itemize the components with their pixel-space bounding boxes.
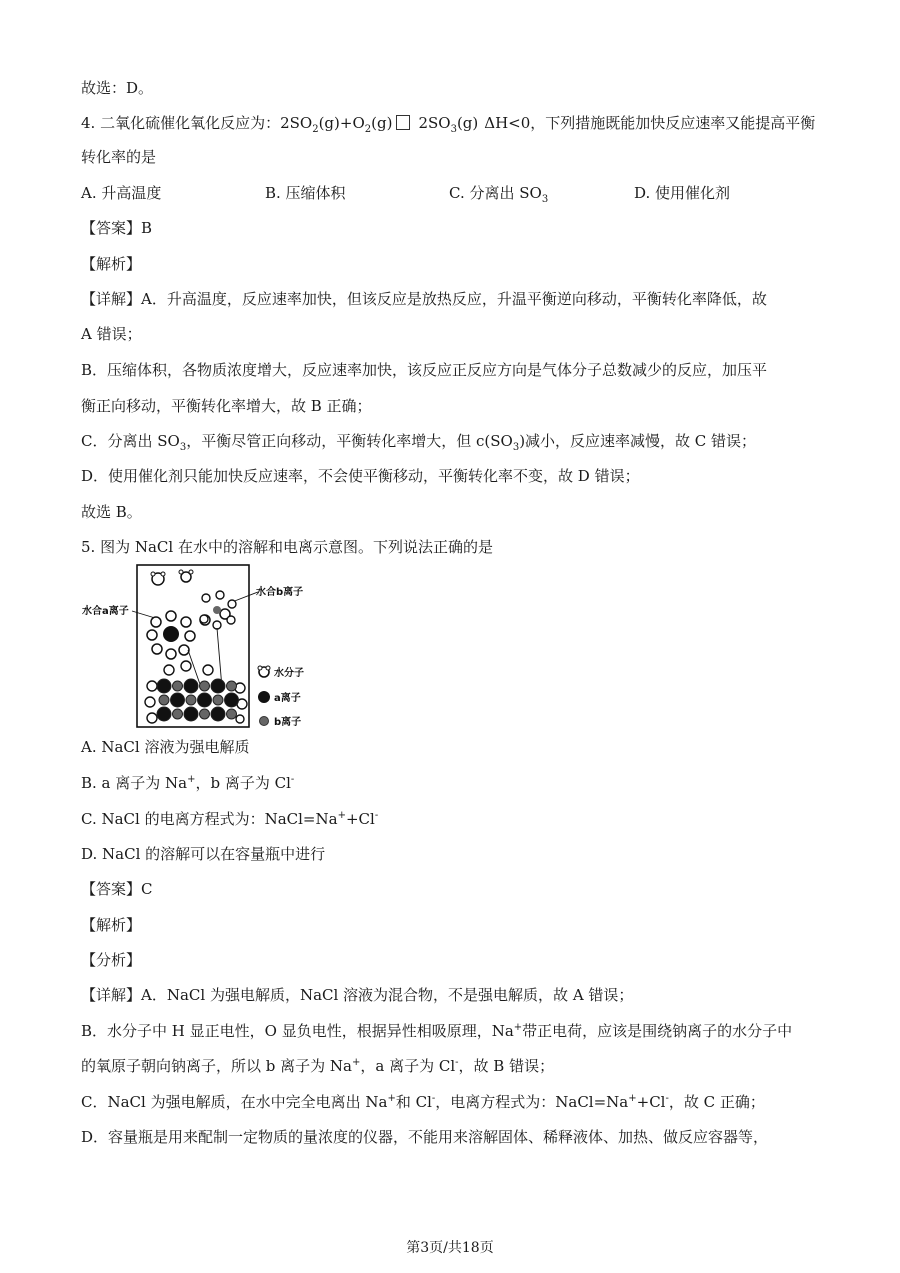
legend-water (258, 666, 304, 679)
text-line: B．压缩体积，各物质浓度增大，反应速率加快，该反应正反应方向是气体分子总数减少的反应，加压平 (81, 361, 768, 379)
b-ion (173, 681, 183, 691)
question-4-stem: 4. 二氧化硫催化氧化反应为：$2SO_2(g)+O_2(g)$ $2SO_3(g)$ ΔH<0，下列措施既能加快反应速率又能提高平衡 (81, 114, 816, 135)
analysis-heading: 【解析】 (81, 255, 142, 273)
text-line: 【详解】A．升高温度，反应速率加快，但该反应是放热反应，升温平衡逆向移动，平衡转化率降低，故 (81, 290, 767, 308)
q5-option-c: C. NaCl 的电离方程式为：NaCl=Na++Cl- (81, 810, 379, 828)
b-ion (159, 695, 169, 705)
text-line: 【详解】A．NaCl 为强电解质，NaCl 溶液为混合物，不是强电解质，故 A 错误； (81, 986, 634, 1004)
label-hydrated-b-ion: 水合b离子 (256, 587, 304, 598)
b-ion (213, 695, 223, 705)
b-ion (227, 681, 237, 691)
legend-a-ion (258, 691, 301, 704)
q4-option-c: C. 分离出 $SO_3$ (449, 184, 549, 205)
svg-text:b离子: b离子 (274, 717, 302, 728)
b-ion (200, 709, 210, 719)
q4-option-d: D. 使用催化剂 (634, 184, 731, 202)
svg-text:水分子: 水分子 (274, 668, 304, 679)
a-ion (157, 707, 171, 721)
a-ion (225, 693, 239, 707)
answer-line: 【答案】B (81, 219, 153, 237)
equilibrium-arrow-icon (396, 115, 410, 130)
page-footer: 第3页/共18页 (406, 1240, 494, 1256)
label-hydrated-a-ion: 水合a离子 (82, 606, 129, 617)
question-5-stem: 5. 图为 NaCl 在水中的溶解和电离示意图。下列说法正确的是 (81, 538, 493, 556)
q5-option-b: B. a 离子为 Na+，b 离子为 Cl- (81, 774, 295, 792)
a-ion (211, 707, 225, 721)
text-line: 故选 B。 (81, 503, 142, 521)
q5-option-a: A. NaCl 溶液为强电解质 (81, 738, 250, 756)
a-ion (184, 707, 198, 721)
legend-b-ion (260, 715, 302, 728)
text-line: B．水分子中 H 显正电性，O 显负电性，根据异性相吸原理，Na+带正电荷，应该是围绕钠离子的水分子中 (81, 1022, 793, 1040)
b-ion (227, 709, 237, 719)
a-ion (198, 693, 212, 707)
a-ion (211, 679, 225, 693)
answer-line: 【答案】C (81, 880, 153, 898)
b-ion (200, 681, 210, 691)
text-line: D．使用催化剂只能加快反应速率，不会使平衡移动，平衡转化率不变，故 D 错误； (81, 467, 640, 485)
text-line: A 错误； (81, 325, 142, 343)
q4-option-b: B. 压缩体积 (265, 184, 346, 202)
analysis-heading: 【解析】 (81, 916, 142, 934)
text-line: C．NaCl 为强电解质，在水中完全电离出 Na+和 Cl-，电离方程式为：NaCl=Na++Cl-，故 C 正确； (81, 1093, 765, 1111)
text-line: C．分离出 $SO_3$，平衡尽管正向移动，平衡转化率增大，但 $c(SO_3)$减小，反应速率减慢，故 C 错误； (81, 432, 757, 453)
text-line: 故选：D。 (81, 79, 154, 97)
text-line: 的氧原子朝向钠离子，所以 b 离子为 Na+，a 离子为 Cl-，故 B 错误； (81, 1057, 555, 1075)
text-line: D．容量瓶是用来配制一定物质的量浓度的仪器，不能用来溶解固体、稀释液体、加热、做反应容器等， (81, 1128, 769, 1146)
nacl-dissolution-diagram (80, 562, 330, 732)
a-ion (184, 679, 198, 693)
a-ion (171, 693, 185, 707)
text-line: 转化率的是 (81, 148, 157, 166)
svg-text:a离子: a离子 (274, 693, 301, 704)
b-ion (173, 709, 183, 719)
analysis-heading: 【分析】 (81, 951, 142, 969)
q4-option-a: A. 升高温度 (81, 184, 162, 202)
a-ion (157, 679, 171, 693)
text-line: 衡正向移动，平衡转化率增大，故 B 正确； (81, 397, 372, 415)
b-ion (186, 695, 196, 705)
q5-option-d: D. NaCl 的溶解可以在容量瓶中进行 (81, 845, 326, 863)
